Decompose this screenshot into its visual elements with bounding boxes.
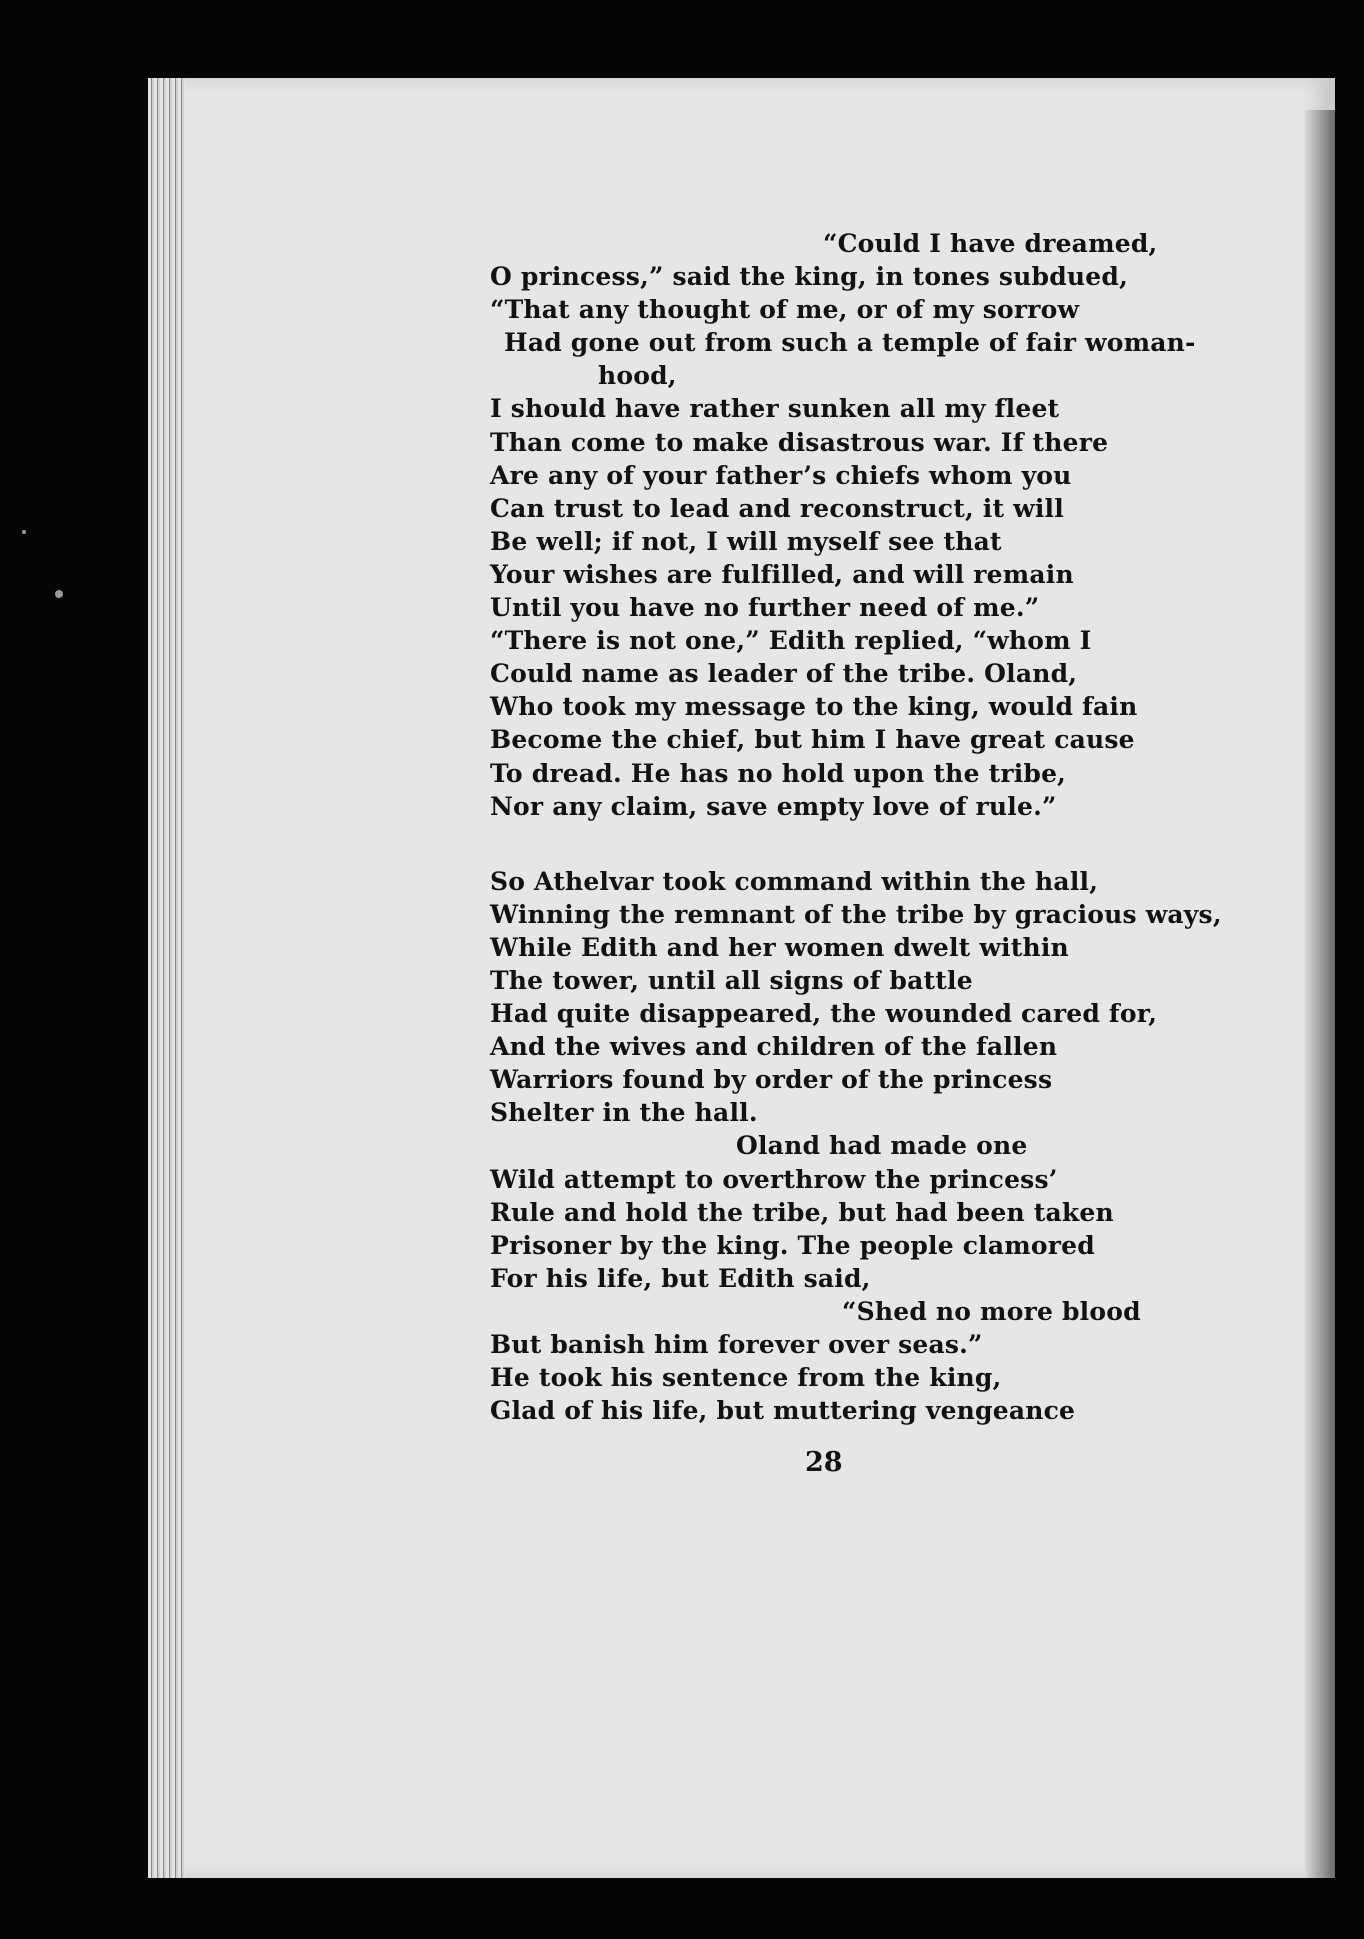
- text-line: Had gone out from such a temple of fair woman-: [504, 328, 1196, 358]
- text-line: Can trust to lead and reconstruct, it will: [490, 493, 1064, 523]
- text-line: Your wishes are fulfilled, and will remain: [490, 559, 1074, 589]
- page-number: 28: [805, 1447, 843, 1478]
- text-line: I should have rather sunken all my fleet: [490, 394, 1060, 424]
- poem-text: [490, 227, 1290, 1427]
- text-line: But banish him forever over seas.”: [490, 1330, 983, 1359]
- text-line: For his life, but Edith said,: [490, 1263, 871, 1293]
- text-line: Had quite disappeared, the wounded cared for,: [490, 999, 1158, 1029]
- gutter-shadow: [1305, 110, 1335, 1878]
- text-line: “Could I have dreamed,: [823, 229, 1158, 258]
- text-line: Who took my message to the king, would fain: [490, 692, 1138, 722]
- text-line: Rule and hold the tribe, but had been taken: [490, 1197, 1114, 1227]
- text-line: “That any thought of me, or of my sorrow: [490, 295, 1080, 325]
- text-line: Are any of your father’s chiefs whom you: [490, 460, 1072, 490]
- text-line: And the wives and children of the fallen: [490, 1032, 1058, 1062]
- text-line: He took his sentence from the king,: [490, 1363, 1002, 1393]
- text-line: So Athelvar took command within the hall,: [490, 866, 1099, 896]
- text-line: “There is not one,” Edith replied, “whom I: [490, 626, 1092, 656]
- text-line: Prisoner by the king. The people clamored: [490, 1230, 1095, 1260]
- stanza-break: [490, 823, 1290, 865]
- text-line: Wild attempt to overthrow the princess’: [490, 1164, 1058, 1194]
- dust-speck: [55, 590, 63, 598]
- text-line: Than come to make disastrous war. If there: [490, 427, 1109, 457]
- text-line: Be well; if not, I will myself see that: [490, 526, 1002, 556]
- text-line: While Edith and her women dwelt within: [490, 932, 1069, 962]
- text-line: “Shed no more blood: [842, 1296, 1141, 1326]
- text-line: The tower, until all signs of battle: [490, 965, 973, 995]
- text-line: Become the chief, but him I have great cause: [490, 725, 1135, 755]
- text-line: hood,: [598, 361, 677, 391]
- text-line: Until you have no further need of me.”: [490, 593, 1040, 623]
- text-line: Glad of his life, but muttering vengeance: [490, 1396, 1076, 1426]
- text-line: Could name as leader of the tribe. Oland,: [490, 659, 1078, 689]
- text-line: Winning the remnant of the tribe by gracious ways,: [490, 899, 1222, 929]
- page-edges: [148, 78, 188, 1878]
- dust-speck: [22, 530, 26, 534]
- text-line: To dread. He has no hold upon the tribe,: [490, 758, 1067, 788]
- text-line: Warriors found by order of the princess: [490, 1065, 1053, 1095]
- text-line: Nor any claim, save empty love of rule.”: [490, 791, 1057, 821]
- text-line: Oland had made one: [736, 1131, 1028, 1161]
- text-line: Shelter in the hall.: [490, 1098, 758, 1128]
- text-line: O princess,” said the king, in tones subdued,: [490, 262, 1128, 292]
